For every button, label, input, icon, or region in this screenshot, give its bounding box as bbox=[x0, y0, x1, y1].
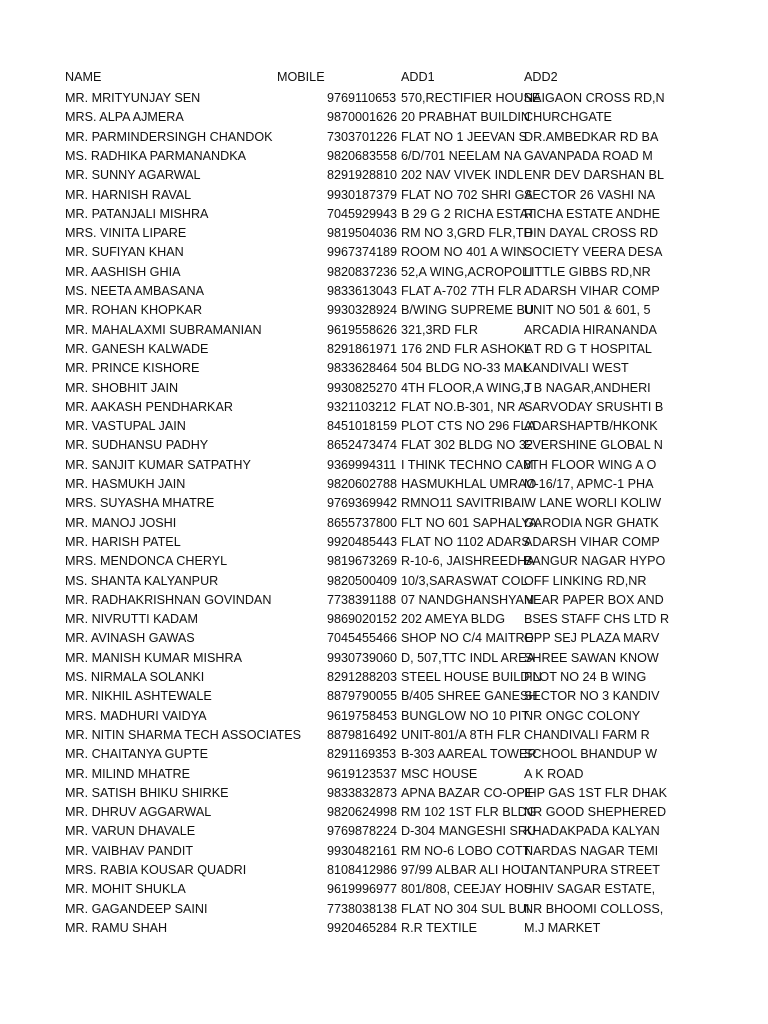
mobile-cell: 9930739060 bbox=[327, 650, 398, 665]
name-cell: MR. RAMU SHAH bbox=[65, 920, 168, 935]
name-cell: MR. GAGANDEEP SAINI bbox=[65, 901, 208, 916]
add1-cell: FLAT A-702 7TH FLR bbox=[401, 284, 522, 298]
name-cell: MR. HARISH PATEL bbox=[65, 534, 181, 549]
name-cell: MRS. VINITA LIPARE bbox=[65, 226, 187, 241]
mobile-cell: 8291861971 bbox=[327, 341, 398, 356]
mobile-cell: 8451018159 bbox=[327, 419, 398, 434]
name-cell: MRS. MADHURI VAIDYA bbox=[65, 708, 207, 723]
mobile-cell: 9820500409 bbox=[327, 573, 398, 588]
mobile-cell: 8652473474 bbox=[327, 438, 398, 453]
add2-cell: RICHA ESTATE ANDHE bbox=[524, 206, 660, 221]
add2-cell: ADARSH VIHAR COMP bbox=[524, 534, 660, 549]
name-cell: MR. SUNNY AGARWAL bbox=[65, 168, 201, 183]
table-row bbox=[0, 436, 768, 455]
add1-cell: 801/808, CEEJAY HOU bbox=[401, 882, 533, 897]
table-row bbox=[0, 745, 768, 764]
add2-cell: OFF LINKING RD,NR bbox=[524, 573, 647, 588]
name-cell: MR. CHAITANYA GUPTE bbox=[65, 747, 208, 762]
name-cell: MRS. SUYASHA MHATRE bbox=[65, 496, 215, 511]
add1-cell: 321,3RD FLR bbox=[401, 322, 478, 337]
table-row bbox=[0, 186, 768, 205]
table-row bbox=[0, 166, 768, 185]
add2-cell: PLOT NO 24 B WING bbox=[524, 670, 647, 684]
add2-cell: EVERSHINE GLOBAL N bbox=[524, 438, 663, 453]
name-cell: MS. NEETA AMBASANA bbox=[65, 284, 205, 298]
mobile-cell: 9930187379 bbox=[327, 187, 398, 202]
name-cell: MR. VAIBHAV PANDIT bbox=[65, 843, 194, 858]
mobile-cell: 9967374189 bbox=[327, 245, 398, 260]
add1-cell: RM NO 3,GRD FLR,TH bbox=[401, 226, 533, 241]
add2-cell: 8TH FLOOR WING A O bbox=[524, 457, 657, 472]
mobile-cell: 9369994311 bbox=[327, 457, 397, 472]
add2-cell: BANGUR NAGAR HYPO bbox=[524, 554, 666, 569]
name-cell: MR. MAHALAXMI SUBRAMANIAN bbox=[65, 322, 262, 337]
table-row bbox=[0, 108, 768, 127]
name-cell: MR. HARNISH RAVAL bbox=[65, 187, 192, 202]
add1-cell: FLAT NO.B-301, NR A bbox=[401, 399, 527, 414]
mobile-cell: 9833613043 bbox=[327, 284, 398, 298]
header-add2: ADD2 bbox=[524, 70, 558, 84]
mobile-cell: 9619558626 bbox=[327, 322, 398, 337]
name-cell: MR. MANISH KUMAR MISHRA bbox=[65, 650, 243, 665]
table-row bbox=[0, 629, 768, 648]
table-row bbox=[0, 456, 768, 475]
add2-cell: UNIT NO 501 & 601, 5 bbox=[524, 303, 651, 318]
name-cell: MR. NITIN SHARMA TECH ASSOCIATES bbox=[65, 727, 302, 742]
mobile-cell: 8291288203 bbox=[327, 670, 398, 684]
table-row bbox=[0, 533, 768, 552]
mobile-cell: 9920485443 bbox=[327, 534, 398, 549]
mobile-cell: 9833832873 bbox=[327, 785, 398, 800]
add2-cell: SARVODAY SRUSHTI B bbox=[524, 399, 664, 414]
mobile-cell: 8655737800 bbox=[327, 515, 398, 530]
mobile-cell: 9769369942 bbox=[327, 496, 398, 511]
table-row bbox=[0, 707, 768, 726]
table-row bbox=[0, 379, 768, 398]
mobile-cell: 9930328924 bbox=[327, 303, 398, 318]
name-cell: MS. RADHIKA PARMANANDKA bbox=[65, 148, 247, 163]
add2-cell: SHIV SAGAR ESTATE, bbox=[524, 882, 656, 897]
add1-cell: FLAT NO 304 SUL BUI bbox=[401, 901, 530, 916]
name-cell: MR. MOHIT SHUKLA bbox=[65, 882, 186, 897]
mobile-cell: 7303701226 bbox=[327, 129, 398, 144]
name-cell: MR. PRINCE KISHORE bbox=[65, 361, 200, 376]
table-row bbox=[0, 765, 768, 784]
add1-cell: RM 102 1ST FLR BLDG bbox=[401, 805, 537, 820]
add1-cell: R.R TEXTILE bbox=[401, 920, 478, 935]
table-row bbox=[0, 610, 768, 629]
mobile-cell: 7738391188 bbox=[327, 592, 397, 607]
add1-cell: BUNGLOW NO 10 PIT bbox=[401, 708, 530, 723]
mobile-cell: 8291169353 bbox=[327, 747, 397, 762]
add2-cell: NAIGAON CROSS RD,N bbox=[524, 91, 665, 105]
add1-cell: PLOT CTS NO 296 FLA bbox=[401, 419, 536, 434]
mobile-cell: 9769878224 bbox=[327, 824, 398, 839]
add1-cell: FLAT 302 BLDG NO 32 bbox=[401, 438, 533, 453]
add2-cell: NR GOOD SHEPHERED bbox=[524, 805, 667, 820]
table-row bbox=[0, 417, 768, 436]
table-row bbox=[0, 514, 768, 533]
add2-cell: SOCIETY VEERA DESA bbox=[524, 245, 663, 260]
table-row bbox=[0, 224, 768, 243]
name-cell: MR. ROHAN KHOPKAR bbox=[65, 303, 203, 318]
table-row bbox=[0, 552, 768, 571]
table-row bbox=[0, 301, 768, 320]
add1-cell: 10/3,SARASWAT COL bbox=[401, 573, 528, 588]
name-cell: MRS. RABIA KOUSAR QUADRI bbox=[65, 863, 247, 877]
table-row bbox=[0, 205, 768, 224]
name-cell: MR. GANESH KALWADE bbox=[65, 341, 209, 356]
table-row bbox=[0, 359, 768, 378]
add1-cell: 202 AMEYA BLDG bbox=[401, 612, 506, 627]
name-cell: MRS. ALPA AJMERA bbox=[65, 110, 184, 125]
table-row bbox=[0, 340, 768, 359]
mobile-cell: 9820837236 bbox=[327, 264, 398, 279]
name-cell: MR. NIKHIL ASHTEWALE bbox=[65, 689, 212, 704]
mobile-cell: 9619123537 bbox=[327, 766, 398, 781]
add1-cell: D-304 MANGESHI SRU bbox=[401, 824, 537, 839]
add2-cell: OPP SEJ PLAZA MARV bbox=[524, 631, 660, 646]
table-row bbox=[0, 475, 768, 494]
add1-cell: D, 507,TTC INDL AREA bbox=[401, 650, 535, 665]
table-row bbox=[0, 572, 768, 591]
table-row bbox=[0, 842, 768, 861]
add2-cell: J B NAGAR,ANDHERI bbox=[524, 380, 651, 395]
add2-cell: NR ONGC COLONY bbox=[524, 708, 641, 723]
mobile-cell: 9820624998 bbox=[327, 805, 398, 820]
add1-cell: APNA BAZAR CO-OPE bbox=[401, 785, 534, 800]
add2-cell: LITTLE GIBBS RD,NR bbox=[524, 264, 651, 279]
add1-cell: 202 NAV VIVEK INDL bbox=[401, 168, 524, 183]
name-cell: MR. AVINASH GAWAS bbox=[65, 631, 195, 646]
name-cell: MR. NIVRUTTI KADAM bbox=[65, 612, 198, 627]
name-cell: MR. AAKASH PENDHARKAR bbox=[65, 399, 233, 414]
add1-cell: B 29 G 2 RICHA ESTAT bbox=[401, 206, 535, 221]
add1-cell: FLAT NO 1102 ADARS bbox=[401, 534, 530, 549]
table-row bbox=[0, 726, 768, 745]
table-row bbox=[0, 803, 768, 822]
add2-cell: ADARSH VIHAR COMP bbox=[524, 284, 660, 298]
table-row bbox=[0, 591, 768, 610]
mobile-cell: 7045455466 bbox=[327, 631, 398, 646]
mobile-cell: 8291928810 bbox=[327, 168, 398, 183]
name-cell: MRS. MENDONCA CHERYL bbox=[65, 554, 228, 569]
mobile-cell: 7738038138 bbox=[327, 901, 398, 916]
table-row bbox=[0, 649, 768, 668]
name-cell: MR. SUFIYAN KHAN bbox=[65, 245, 184, 260]
add1-cell: SHOP NO C/4 MAITRE bbox=[401, 631, 534, 646]
add2-cell: W LANE WORLI KOLIW bbox=[524, 496, 662, 511]
table-row bbox=[0, 784, 768, 803]
name-cell: MR. DHRUV AGGARWAL bbox=[65, 805, 212, 820]
add1-cell: 20 PRABHAT BUILDIN bbox=[401, 110, 531, 125]
add2-cell: DR.AMBEDKAR RD BA bbox=[524, 129, 659, 144]
add1-cell: STEEL HOUSE BUILDIN bbox=[401, 670, 542, 684]
add1-cell: 97/99 ALBAR ALI HOU bbox=[401, 863, 530, 877]
mobile-cell: 9820683558 bbox=[327, 148, 398, 163]
add2-cell: ARCADIA HIRANANDA bbox=[524, 322, 657, 337]
add2-cell: GARODIA NGR GHATK bbox=[524, 515, 659, 530]
add2-cell: TANTANPURA STREET bbox=[524, 863, 660, 877]
add1-cell: 570,RECTIFIER HOUSE bbox=[401, 91, 541, 105]
add2-cell: IHP GAS 1ST FLR DHAK bbox=[524, 785, 668, 800]
name-cell: MS. NIRMALA SOLANKI bbox=[65, 670, 205, 684]
add1-cell: R-10-6, JAISHREEDHA bbox=[401, 554, 535, 569]
mobile-cell: 8108412986 bbox=[327, 863, 398, 877]
add1-cell: FLT NO 601 SAPHALYA bbox=[401, 515, 538, 530]
header-name: NAME bbox=[65, 70, 102, 84]
name-cell: MR. AASHISH GHIA bbox=[65, 264, 181, 279]
add2-cell: DIN DAYAL CROSS RD bbox=[524, 226, 659, 241]
table-row bbox=[0, 263, 768, 282]
add1-cell: 6/D/701 NEELAM NA bbox=[401, 148, 522, 163]
add1-cell: B/405 SHREE GANESH bbox=[401, 689, 538, 704]
table-row bbox=[0, 282, 768, 301]
table-row bbox=[0, 822, 768, 841]
table-row bbox=[0, 861, 768, 880]
name-cell: MR. MILIND MHATRE bbox=[65, 766, 191, 781]
add1-cell: RMNO11 SAVITRIBAI bbox=[401, 496, 525, 511]
add1-cell: B/WING SUPREME BU bbox=[401, 303, 534, 318]
table-row bbox=[0, 147, 768, 166]
mobile-cell: 9619758453 bbox=[327, 708, 398, 723]
table-row bbox=[0, 89, 768, 108]
name-cell: MR. PARMINDERSINGH CHANDOK bbox=[65, 129, 273, 144]
mobile-cell: 9619996977 bbox=[327, 882, 398, 897]
add1-cell: 52,A WING,ACROPOLI bbox=[401, 264, 533, 279]
add2-cell: ENR DEV DARSHAN BL bbox=[524, 168, 664, 183]
name-cell: MR. RADHAKRISHNAN GOVINDAN bbox=[65, 592, 272, 607]
add1-cell: B-303 AAREAL TOWER bbox=[401, 747, 537, 762]
mobile-cell: 9870001626 bbox=[327, 110, 398, 125]
name-cell: MS. SHANTA KALYANPUR bbox=[65, 573, 219, 588]
name-cell: MR. MRITYUNJAY SEN bbox=[65, 91, 201, 105]
mobile-cell: 7045929943 bbox=[327, 206, 398, 221]
mobile-cell: 8879790055 bbox=[327, 689, 398, 704]
table-row bbox=[0, 494, 768, 513]
add2-cell: NARDAS NAGAR TEMI bbox=[524, 843, 659, 858]
add2-cell: KANDIVALI WEST bbox=[524, 361, 629, 376]
mobile-cell: 9321103212 bbox=[327, 399, 397, 414]
name-cell: MR. HASMUKH JAIN bbox=[65, 477, 186, 491]
table-row bbox=[0, 398, 768, 417]
add2-cell: L T RD G T HOSPITAL bbox=[524, 341, 652, 356]
add2-cell: ADARSHAPTB/HKONK bbox=[524, 419, 658, 434]
name-cell: MR. MANOJ JOSHI bbox=[65, 515, 177, 530]
add2-cell: M-16/17, APMC-1 PHA bbox=[524, 477, 654, 491]
mobile-cell: 9920465284 bbox=[327, 920, 398, 935]
table-row bbox=[0, 919, 768, 938]
table-row bbox=[0, 880, 768, 899]
add1-cell: 176 2ND FLR ASHOKA bbox=[401, 341, 534, 356]
name-cell: MR. SHOBHIT JAIN bbox=[65, 380, 179, 395]
add2-cell: NEAR PAPER BOX AND bbox=[524, 592, 664, 607]
mobile-cell: 9819673269 bbox=[327, 554, 398, 569]
table-row bbox=[0, 900, 768, 919]
add2-cell: SCHOOL BHANDUP W bbox=[524, 747, 657, 762]
add1-cell: 4TH FLOOR,A WING,T bbox=[401, 380, 532, 395]
add2-cell: GAVANPADA ROAD M bbox=[524, 148, 653, 163]
name-cell: MR. VARUN DHAVALE bbox=[65, 824, 196, 839]
name-cell: MR. SANJIT KUMAR SATPATHY bbox=[65, 457, 251, 472]
table-row bbox=[0, 668, 768, 687]
table-row bbox=[0, 243, 768, 262]
name-cell: MR. SUDHANSU PADHY bbox=[65, 438, 209, 453]
mobile-cell: 8879816492 bbox=[327, 727, 398, 742]
add2-cell: NR BHOOMI COLLOSS, bbox=[524, 901, 664, 916]
mobile-cell: 9930825270 bbox=[327, 380, 398, 395]
add2-cell: CHURCHGATE bbox=[524, 110, 612, 125]
add2-cell: SECTOR NO 3 KANDIV bbox=[524, 689, 660, 704]
add1-cell: ROOM NO 401 A WIN bbox=[401, 245, 526, 260]
header-add1: ADD1 bbox=[401, 70, 435, 84]
name-cell: MR. PATANJALI MISHRA bbox=[65, 206, 209, 221]
add1-cell: FLAT NO 1 JEEVAN S bbox=[401, 129, 527, 144]
table-row bbox=[0, 687, 768, 706]
add1-cell: UNIT-801/A 8TH FLR bbox=[401, 727, 521, 742]
add1-cell: HASMUKHLAL UMRAO bbox=[401, 477, 537, 491]
mobile-cell: 9869020152 bbox=[327, 612, 398, 627]
add2-cell: BSES STAFF CHS LTD R bbox=[524, 612, 670, 627]
mobile-cell: 9769110653 bbox=[327, 91, 397, 105]
add1-cell: I THINK TECHNO CAM bbox=[401, 457, 534, 472]
header-row bbox=[0, 68, 768, 87]
add2-cell: A K ROAD bbox=[524, 766, 584, 781]
mobile-cell: 9930482161 bbox=[327, 843, 398, 858]
add1-cell: FLAT NO 702 SHRI GA bbox=[401, 187, 533, 202]
add2-cell: SECTOR 26 VASHI NA bbox=[524, 187, 656, 202]
name-cell: MR. VASTUPAL JAIN bbox=[65, 419, 186, 434]
add2-cell: SHREE SAWAN KNOW bbox=[524, 650, 659, 665]
mobile-cell: 9819504036 bbox=[327, 226, 398, 241]
name-cell: MR. SATISH BHIKU SHIRKE bbox=[65, 785, 229, 800]
add2-cell: CHANDIVALI FARM R bbox=[524, 727, 650, 742]
add1-cell: 07 NANDGHANSHYAM bbox=[401, 592, 535, 607]
add1-cell: MSC HOUSE bbox=[401, 766, 478, 781]
header-mobile: MOBILE bbox=[277, 70, 325, 84]
add2-cell: KHADAKPADA KALYAN bbox=[524, 824, 660, 839]
table-row bbox=[0, 321, 768, 340]
add2-cell: M.J MARKET bbox=[524, 920, 601, 935]
add1-cell: 504 BLDG NO-33 MAL bbox=[401, 361, 530, 376]
add1-cell: RM NO-6 LOBO COTT bbox=[401, 843, 531, 858]
mobile-cell: 9833628464 bbox=[327, 361, 398, 376]
table-row bbox=[0, 128, 768, 147]
mobile-cell: 9820602788 bbox=[327, 477, 398, 491]
